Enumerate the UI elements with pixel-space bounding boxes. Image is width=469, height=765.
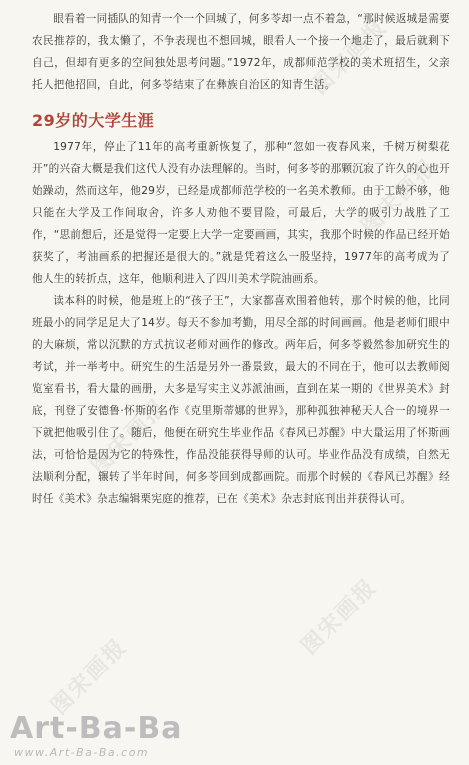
paragraph-intro: 眼看着一同插队的知青一个一个回城了，何多苓却一点不着急，“那时候返城是需要农民推荐的，我太懒了，不争表现也不想回城，眼看人一个接一个地走了，最后就剩下自己，但却有更多的空间独处思考问题。”1972年，成都师范学校的美术班招生，父亲托人把他招回，自此，何多苓结束了在彝族自治区的知青生活。	[32, 13, 450, 91]
site-logo	[10, 712, 270, 762]
watermark-text: 图宋画报	[86, 394, 173, 480]
watermark-text: 图宋画报	[306, 14, 393, 100]
article-body	[32, 8, 450, 510]
watermark-text: 图宋画报	[296, 574, 383, 660]
watermark-text: 图宋画报	[356, 154, 443, 240]
watermark-text: 图宋画报	[46, 634, 133, 720]
section-heading: 29岁的大学生涯	[32, 111, 155, 130]
logo-url: www.Art-Ba-Ba.com	[14, 746, 150, 759]
paragraph-university: 读本科的时候，他是班上的“孩子王”，大家都喜欢围着他转，那个时候的他，比同班最小的同学足足大了14岁。每天不参加考勤，用尽全部的时间画画。他是老师们眼中的大麻烦，常以沉默的方式抗议老师对画作的修改。两年后，何多苓毅然参加研究生的考试，并一举考中。研究生的生活是另外一番景致，最大的不同在于，他可以去教师阅览室看书，看大量的画册，大多是写实主义苏派油画，直到在某一期的《世界美术》封底，刊登了安德鲁·怀斯的名作《克里斯蒂娜的世界》，那种孤独神秘天人合一的境界一下就把他吸引住了。随后，他便在研究生毕业作品《春风已苏醒》中大量运用了怀斯画法，可恰恰是因为它的特殊性，作品没能获得导师的认可。毕业作品没有成绩，自然无法顺利分配，辗转了半年时间，何多苓回到成都画院。而那个时候的《春风已苏醒》经时任《美术》杂志编辑栗宪庭的推荐，已在《美术》杂志封底刊出并获得认可。	[32, 295, 450, 505]
paragraph-gaokao: 1977年，停止了11年的高考重新恢复了，那种“忽如一夜春风来，千树万树梨花开”的兴奋大概是我们这代人没有办法理解的。当时，何多苓的那颗沉寂了许久的心也开始躁动，然而这年，他29岁，已经是成都师范学校的一名美术教师。由于工龄不够，他只能在大学及工作间取舍，许多人劝他不要冒险，可最后，大学的吸引力战胜了工作，“思前想后，还是觉得一定要上大学一定要画画，其实，我那个时候的作品已经开始获奖了，考油画系的把握还是很大的。”就是凭着这么一股坚持，1977年的高考成为了他人生的转折点，这年，他顺利进入了四川美术学院油画系。	[32, 141, 450, 285]
logo-name: Art-Ba-Ba	[10, 711, 183, 746]
